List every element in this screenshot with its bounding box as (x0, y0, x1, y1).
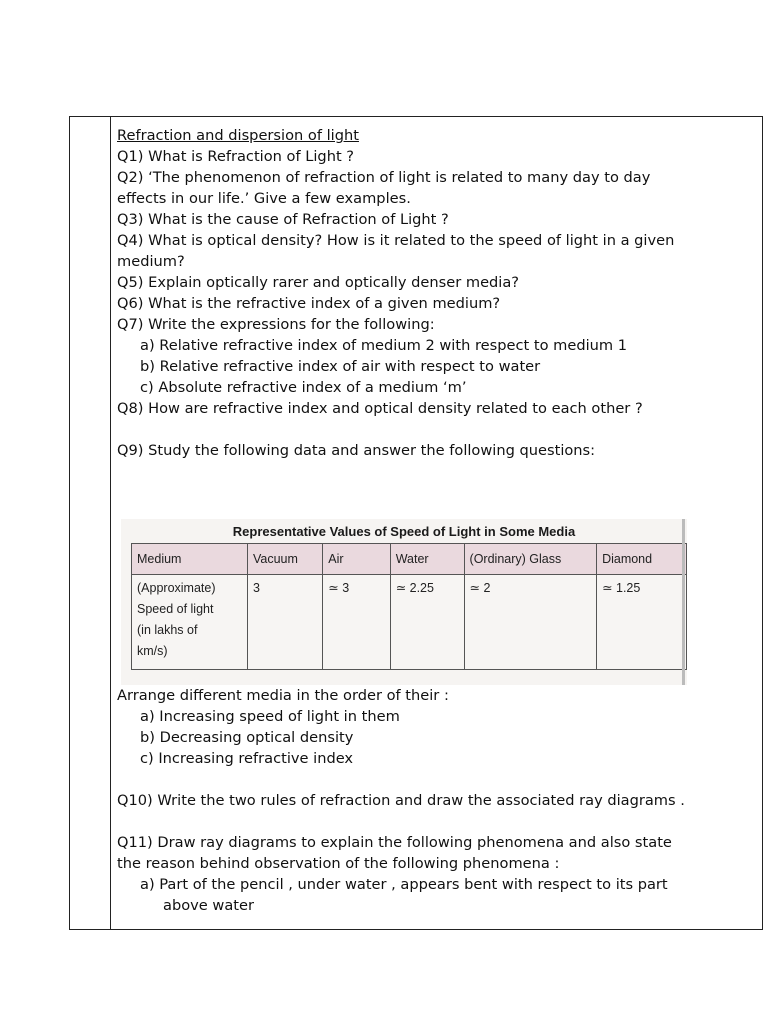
row-label-cell (132, 575, 248, 670)
question-4-line-1: Q4) What is optical density? How is it related to the speed of light in a given (117, 232, 675, 249)
question-9: Q9) Study the following data and answer the following questions: (117, 442, 596, 459)
row-label-line: (Approximate) (137, 581, 216, 595)
question-10: Q10) Write the two rules of refraction and draw the associated ray diagrams . (117, 792, 685, 809)
value-diamond: ≃ 1.25 (597, 575, 687, 670)
speed-of-light-table-image (121, 519, 687, 685)
header-diamond: Diamond (597, 544, 687, 575)
arrange-prompt: Arrange different media in the order of their : (117, 687, 449, 704)
question-6: Q6) What is the refractive index of a given medium? (117, 295, 501, 312)
question-3: Q3) What is the cause of Refraction of Light ? (117, 211, 449, 228)
header-glass: (Ordinary) Glass (464, 544, 597, 575)
value-air: ≃ 3 (323, 575, 390, 670)
question-2-line-1: Q2) ‘The phenomenon of refraction of light is related to many day to day (117, 169, 651, 186)
column-divider (110, 116, 111, 930)
row-label-line: Speed of light (137, 602, 214, 616)
table-caption: Representative Values of Speed of Light in Some Media (232, 524, 576, 539)
speed-of-light-table (131, 543, 687, 670)
table-row (132, 575, 687, 670)
question-1: Q1) What is Refraction of Light ? (117, 148, 355, 165)
value-vacuum: 3 (247, 575, 322, 670)
question-content (117, 125, 757, 916)
question-4-line-2: medium? (117, 253, 185, 270)
arrange-item-a: a) Increasing speed of light in them (140, 708, 400, 725)
image-edge (682, 519, 685, 685)
row-label-line: (in lakhs of (137, 623, 198, 637)
question-11-item-a-line-2: above water (163, 897, 254, 914)
question-7: Q7) Write the expressions for the following: (117, 316, 435, 333)
question-11-item-a-line-1: a) Part of the pencil , under water , appears bent with respect to its part (140, 876, 668, 893)
header-water: Water (390, 544, 464, 575)
question-11-line-1: Q11) Draw ray diagrams to explain the following phenomena and also state (117, 834, 672, 851)
question-7-item-c: c) Absolute refractive index of a medium ‘m’ (140, 379, 467, 396)
arrange-item-b: b) Decreasing optical density (140, 729, 354, 746)
value-glass: ≃ 2 (464, 575, 597, 670)
question-7-item-b: b) Relative refractive index of air with respect to water (140, 358, 541, 375)
question-2-line-2: effects in our life.’ Give a few examples. (117, 190, 411, 207)
header-medium: Medium (132, 544, 248, 575)
value-water: ≃ 2.25 (390, 575, 464, 670)
question-11-line-2: the reason behind observation of the following phenomena : (117, 855, 560, 872)
section-title: Refraction and dispersion of light (117, 127, 359, 144)
row-label-line: km/s) (137, 644, 168, 658)
header-vacuum: Vacuum (247, 544, 322, 575)
arrange-item-c: c) Increasing refractive index (140, 750, 354, 767)
header-air: Air (323, 544, 390, 575)
question-8: Q8) How are refractive index and optical density related to each other ? (117, 400, 643, 417)
question-7-item-a: a) Relative refractive index of medium 2 with respect to medium 1 (140, 337, 628, 354)
question-5: Q5) Explain optically rarer and optically denser media? (117, 274, 520, 291)
